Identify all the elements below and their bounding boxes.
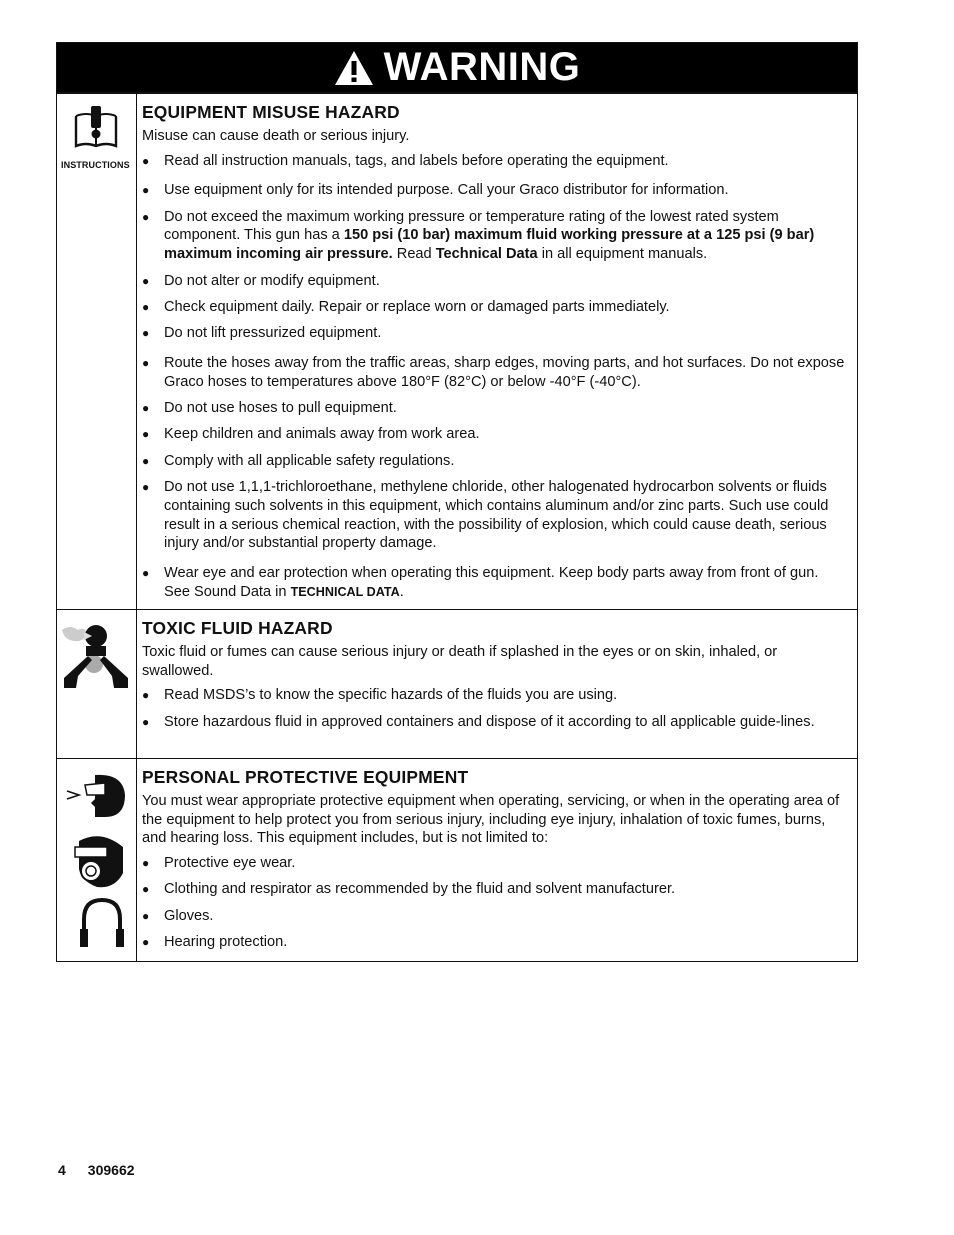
- warning-triangle-icon: [334, 50, 374, 86]
- section-title: EQUIPMENT MISUSE HAZARD: [142, 102, 400, 122]
- page-footer: [58, 1162, 157, 1178]
- list-item: ● Clothing and respirator as recommended by the fluid and solvent manufacturer.: [142, 880, 847, 899]
- icon-column: [57, 94, 137, 609]
- banner-title: WARNING: [383, 45, 581, 89]
- bullet-list: [142, 152, 847, 602]
- list-item: ● Do not use hoses to pull equipment.: [142, 399, 847, 418]
- list-item: ● Store hazardous fluid in approved containers and dispose of it according to all applicable guide-lines.: [142, 713, 847, 732]
- eye-protection-icon: [65, 773, 129, 819]
- respirator-mask-icon: [71, 833, 125, 889]
- list-item: ● Read MSDS’s to know the specific hazards of the fluids you are using.: [142, 686, 847, 705]
- list-item: ● Do not use 1,1,1-trichloroethane, methylene chloride, other halogenated hydrocarbon solvents or fluids containing such solvents in this equipment, which contains aluminum and/or zinc parts. Such use could result in a serious chemical reaction, with the possibility of explosion, which could cause death, serious injury and/or substantial property damage.: [142, 478, 847, 553]
- section-title: PERSONAL PROTECTIVE EQUIPMENT: [142, 767, 469, 787]
- list-item: ● Use equipment only for its intended purpose. Call your Graco distributor for information.: [142, 181, 847, 200]
- icon-column: [57, 759, 137, 961]
- section-content: [137, 94, 857, 609]
- list-item: ● Keep children and animals away from work area.: [142, 425, 847, 444]
- toxic-fluid-section: [57, 609, 857, 758]
- section-content: [137, 610, 857, 758]
- list-item: ● Hearing protection.: [142, 933, 847, 952]
- list-item: ● Do not exceed the maximum working pressure or temperature rating of the lowest rated system component. This gun has a 150 psi (10 bar) maximum fluid working pressure at a 125 psi (9 bar) maximum incoming air pressure. Read Technical Data in all equipment manuals.: [142, 208, 847, 264]
- list-item: ● Read all instruction manuals, tags, and labels before operating the equipment.: [142, 152, 847, 171]
- instructions-book-icon: [73, 106, 119, 152]
- ear-protection-icon: [79, 897, 125, 949]
- list-item: ● Protective eye wear.: [142, 854, 847, 873]
- bullet-list: [142, 854, 847, 952]
- warning-table: [56, 42, 858, 962]
- warning-banner: [57, 43, 857, 93]
- list-item: ● Do not lift pressurized equipment.: [142, 324, 847, 343]
- list-item: ● Wear eye and ear protection when operating this equipment. Keep body parts away from front of gun. See Sound Data in TECHNICAL DATA.: [142, 564, 847, 602]
- section-intro: You must wear appropriate protective equipment when operating, servicing, or when in the operating area of the equipment to help protect you from serious injury, including eye injury, inhalation of toxic fumes, burns, and hearing loss. This equipment includes, but is not limited to:: [142, 792, 840, 847]
- instructions-label: INSTRUCTIONS: [61, 160, 130, 170]
- section-title: TOXIC FLUID HAZARD: [142, 618, 333, 638]
- toxic-fumes-person-icon: [62, 622, 132, 688]
- bullet-list: [142, 686, 847, 731]
- section-intro: Misuse can cause death or serious injury.: [142, 127, 410, 144]
- list-item: ● Route the hoses away from the traffic areas, sharp edges, moving parts, and hot surfaces. Do not expose Graco hoses to temperatures above 180°F (82°C) or below -40°F (-40°C).: [142, 354, 847, 392]
- list-item: ● Gloves.: [142, 907, 847, 926]
- list-item: ● Check equipment daily. Repair or replace worn or damaged parts immediately.: [142, 298, 847, 317]
- document-number: 309662: [87, 1162, 135, 1178]
- section-content: [137, 759, 857, 961]
- ppe-section: [57, 758, 857, 961]
- equipment-misuse-section: [57, 93, 857, 609]
- list-item: ● Do not alter or modify equipment.: [142, 272, 847, 291]
- section-intro: Toxic fluid or fumes can cause serious injury or death if splashed in the eyes or on skin, inhaled, or swallowed.: [142, 643, 778, 679]
- page-number: 4: [58, 1162, 66, 1178]
- list-item: ● Comply with all applicable safety regulations.: [142, 452, 847, 471]
- icon-column: [57, 610, 137, 758]
